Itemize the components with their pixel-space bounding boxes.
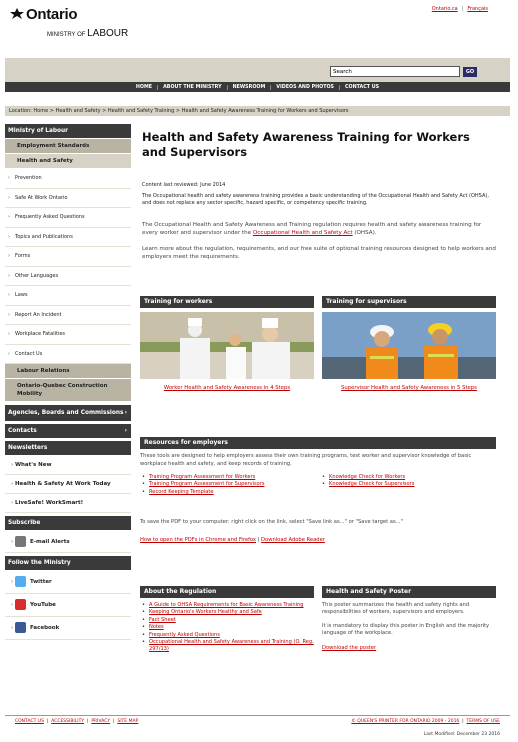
chevron-right-icon: › xyxy=(124,410,127,416)
about-notes[interactable]: • Notes xyxy=(140,624,314,631)
breadcrumb: Location: Home > Health and Safety > Health and Safety Training > Health and Safety Awareness Training for Workers and Supervisors xyxy=(5,106,510,116)
res-knowledge-supervisors[interactable]: • Knowledge Check for Supervisors xyxy=(320,481,414,488)
res-knowledge-workers[interactable]: • Knowledge Check for Workers xyxy=(320,474,414,481)
chevron-right-icon: › xyxy=(11,481,14,487)
workers-heading: Training for workers xyxy=(140,296,314,308)
sidebar-oqcm[interactable]: Ontario-Quebec Construction Mobility xyxy=(5,379,131,402)
sidebar-item-fatalities[interactable]: › Workplace Fatalities xyxy=(5,325,131,345)
sidebar-agencies[interactable]: Agencies, Boards and Commissions › xyxy=(5,405,131,421)
news-at-work-today[interactable]: › Health & Safety At Work Today xyxy=(5,475,131,494)
footer-terms[interactable]: TERMS OF USE xyxy=(466,719,500,724)
ontario-ca-link[interactable]: Ontario.ca xyxy=(431,6,458,12)
poster-text-1: This poster summarizes the health and safety rights and responsibilities of workers, supervisors and employers. xyxy=(322,602,470,616)
poster-panel xyxy=(322,586,496,652)
sidebar-item-forms[interactable]: › Forms xyxy=(5,247,131,267)
learn-more-text: Learn more about the regulation, requirements, and our free suite of optional training resources designed to help workers and employers meet the requirements. xyxy=(142,246,496,260)
chevron-right-icon: › xyxy=(8,331,10,337)
about-faq[interactable]: • Frequently Asked Questions xyxy=(140,632,314,639)
footer-accessibility[interactable]: ACCESSIBILITY xyxy=(51,719,85,724)
twitter-icon xyxy=(15,576,26,587)
search-input[interactable] xyxy=(330,66,460,77)
francais-link[interactable]: Français xyxy=(467,6,488,12)
footer-copyright[interactable]: © QUEEN'S PRINTER FOR ONTARIO 2009 - 2016 xyxy=(351,719,460,724)
email-icon xyxy=(15,536,26,547)
poster-heading: Health and Safety Poster xyxy=(322,586,496,598)
ohsa-link[interactable]: Occupational Health and Safety Act xyxy=(252,230,353,236)
page-title: Health and Safety Awareness Training for Workers and Supervisors xyxy=(142,130,470,159)
save-pdf-text: To save the PDF to your computer: right click on the link, select "Save link as..." or "Save target as..." xyxy=(140,519,404,526)
last-reviewed: Content last reviewed: June 2014 xyxy=(142,182,226,188)
ministry-label: MINISTRY OF LABOUR xyxy=(47,28,129,39)
sidebar-item-laws[interactable]: › Laws xyxy=(5,286,131,306)
nav-videos[interactable]: VIDEOS AND PHOTOS xyxy=(270,85,339,90)
nav-contact[interactable]: CONTACT US xyxy=(339,85,384,90)
facebook-icon xyxy=(15,622,26,633)
twitter-link[interactable]: › Twitter xyxy=(5,571,131,594)
resources-section xyxy=(140,437,496,544)
resources-text: These tools are designed to help employers assess their own training programs, test worker and supervisor knowledge of basic workplace health and safety, and keep records of training. xyxy=(140,453,472,467)
supervisors-photo[interactable] xyxy=(322,312,496,379)
go-button[interactable]: GO xyxy=(463,67,477,77)
download-poster-link[interactable]: Download the poster xyxy=(322,644,377,651)
sidebar-item-prevention[interactable]: › Prevention xyxy=(5,169,131,189)
facebook-link[interactable]: › Facebook xyxy=(5,617,131,640)
sidebar-item-report[interactable]: › Report An Incident xyxy=(5,306,131,326)
main-nav xyxy=(5,82,510,92)
footer-sitemap[interactable]: SITE MAP xyxy=(117,719,139,724)
news-livesafe[interactable]: › LiveSafe! WorkSmart! xyxy=(5,494,131,513)
res-training-supervisors[interactable]: • Training Program Assessment for Supervisors xyxy=(140,481,320,488)
sidebar-item-contact[interactable]: › Contact Us xyxy=(5,345,131,365)
res-training-workers[interactable]: • Training Program Assessment for Workers xyxy=(140,474,320,481)
about-regulation-panel xyxy=(140,586,314,654)
chevron-right-icon: › xyxy=(124,428,127,434)
youtube-icon xyxy=(15,599,26,610)
sidebar-contacts[interactable]: Contacts › xyxy=(5,424,131,438)
footer xyxy=(5,715,510,737)
sidebar-subscribe: Subscribe xyxy=(5,516,131,530)
supervisors-panel xyxy=(322,296,496,392)
chevron-right-icon: › xyxy=(11,579,14,585)
pdf-links: How to open the PDFs in Chrome and Firefox | Download Adobe Reader xyxy=(140,537,325,544)
chevron-right-icon: › xyxy=(8,272,10,279)
poster-text-2: It is mandatory to display this poster in English and the majority language of the workplace. xyxy=(322,622,490,637)
chevron-right-icon: › xyxy=(8,233,10,240)
about-guide[interactable]: • A Guide to OHSA Requirements for Basic Awareness Training xyxy=(140,602,314,609)
sidebar xyxy=(5,124,131,640)
about-keeping[interactable]: • Keeping Ontario's Workers Healthy and Safe xyxy=(140,609,314,616)
chevron-right-icon: › xyxy=(11,500,14,506)
footer-contact[interactable]: CONTACT US xyxy=(15,719,44,724)
about-regulation-heading: About the Regulation xyxy=(140,586,314,598)
email-alerts-link[interactable]: › E-mail Alerts xyxy=(5,531,131,553)
chevron-right-icon: › xyxy=(11,602,14,608)
sidebar-follow: Follow the Ministry xyxy=(5,556,131,570)
chevron-right-icon: › xyxy=(8,311,10,318)
nav-about[interactable]: ABOUT THE MINISTRY xyxy=(157,85,227,90)
chevron-right-icon: › xyxy=(8,214,10,220)
nav-home[interactable]: HOME xyxy=(135,85,153,90)
workers-panel xyxy=(140,296,314,392)
news-whats-new[interactable]: › What's New xyxy=(5,456,131,475)
ontario-logo[interactable]: Ontario xyxy=(26,6,78,23)
sidebar-item-safe-at-work[interactable]: › Safe At Work Ontario xyxy=(5,189,131,209)
about-fact-sheet[interactable]: • Fact Sheet xyxy=(140,617,314,624)
adobe-reader-link[interactable]: Download Adobe Reader xyxy=(261,537,325,544)
main-content xyxy=(142,130,497,261)
nav-newsroom[interactable]: NEWSROOM xyxy=(227,85,271,90)
ontario-trillium-icon xyxy=(10,8,24,19)
youtube-link[interactable]: › YouTube xyxy=(5,594,131,617)
pdf-help-link[interactable]: How to open the PDFs in Chrome and Firefox xyxy=(140,537,256,544)
top-links: Ontario.ca | Français xyxy=(431,6,488,12)
sidebar-item-topics[interactable]: › Topics and Publications xyxy=(5,228,131,248)
chevron-right-icon: › xyxy=(8,253,10,259)
chevron-right-icon: › xyxy=(11,462,14,468)
footer-links: CONTACT US | ACCESSIBILITY | PRIVACY | SITE MAP xyxy=(15,719,139,724)
workers-photo[interactable] xyxy=(140,312,314,379)
footer-privacy[interactable]: PRIVACY xyxy=(91,719,111,724)
chevron-right-icon: › xyxy=(11,539,14,545)
sidebar-health-safety[interactable]: Health and Safety xyxy=(5,154,131,169)
intro-text: The Occupational health and safety awareness training provides a basic understanding of the Occupational Health and Safety Act (OHSA), and does not replace any sector specific, hazard specific, or competency specific training. xyxy=(142,193,489,206)
about-oreg[interactable]: • Occupational Health and Safety Awareness and Training (O. Reg. 297/13) xyxy=(140,639,314,654)
workers-link[interactable]: Worker Health and Safety Awareness in 4 Steps xyxy=(163,385,291,391)
chevron-right-icon: › xyxy=(8,292,10,298)
res-record-keeping[interactable]: • Record Keeping Template xyxy=(140,489,320,496)
supervisors-heading: Training for supervisors xyxy=(322,296,496,308)
sidebar-item-languages[interactable]: › Other Languages xyxy=(5,267,131,287)
last-modified: Last Modified: December 23 2016 xyxy=(423,732,500,737)
chevron-right-icon: › xyxy=(8,350,10,357)
resources-heading: Resources for employers xyxy=(140,437,496,449)
sidebar-item-faq[interactable]: › Frequently Asked Questions xyxy=(5,208,131,228)
sidebar-employment-standards[interactable]: Employment Standards xyxy=(5,139,131,154)
chevron-right-icon: › xyxy=(11,625,14,631)
regulation-text: The Occupational Health and Safety Awareness and Training regulation requires health and safety awareness training for every worker and supervisor under the Occupational Health and Safety Act (OHSA). xyxy=(142,222,482,236)
sidebar-labour-relations[interactable]: Labour Relations xyxy=(5,364,131,379)
chevron-right-icon: › xyxy=(8,194,10,201)
chevron-right-icon: › xyxy=(8,175,10,181)
footer-right: © QUEEN'S PRINTER FOR ONTARIO 2009 - 2016 | TERMS OF USE xyxy=(351,719,500,724)
sidebar-ministry-head[interactable]: Ministry of Labour xyxy=(5,124,131,138)
sidebar-newsletters: Newsletters xyxy=(5,441,131,455)
supervisors-link[interactable]: Supervisor Health and Safety Awareness in 5 Steps xyxy=(341,385,477,391)
